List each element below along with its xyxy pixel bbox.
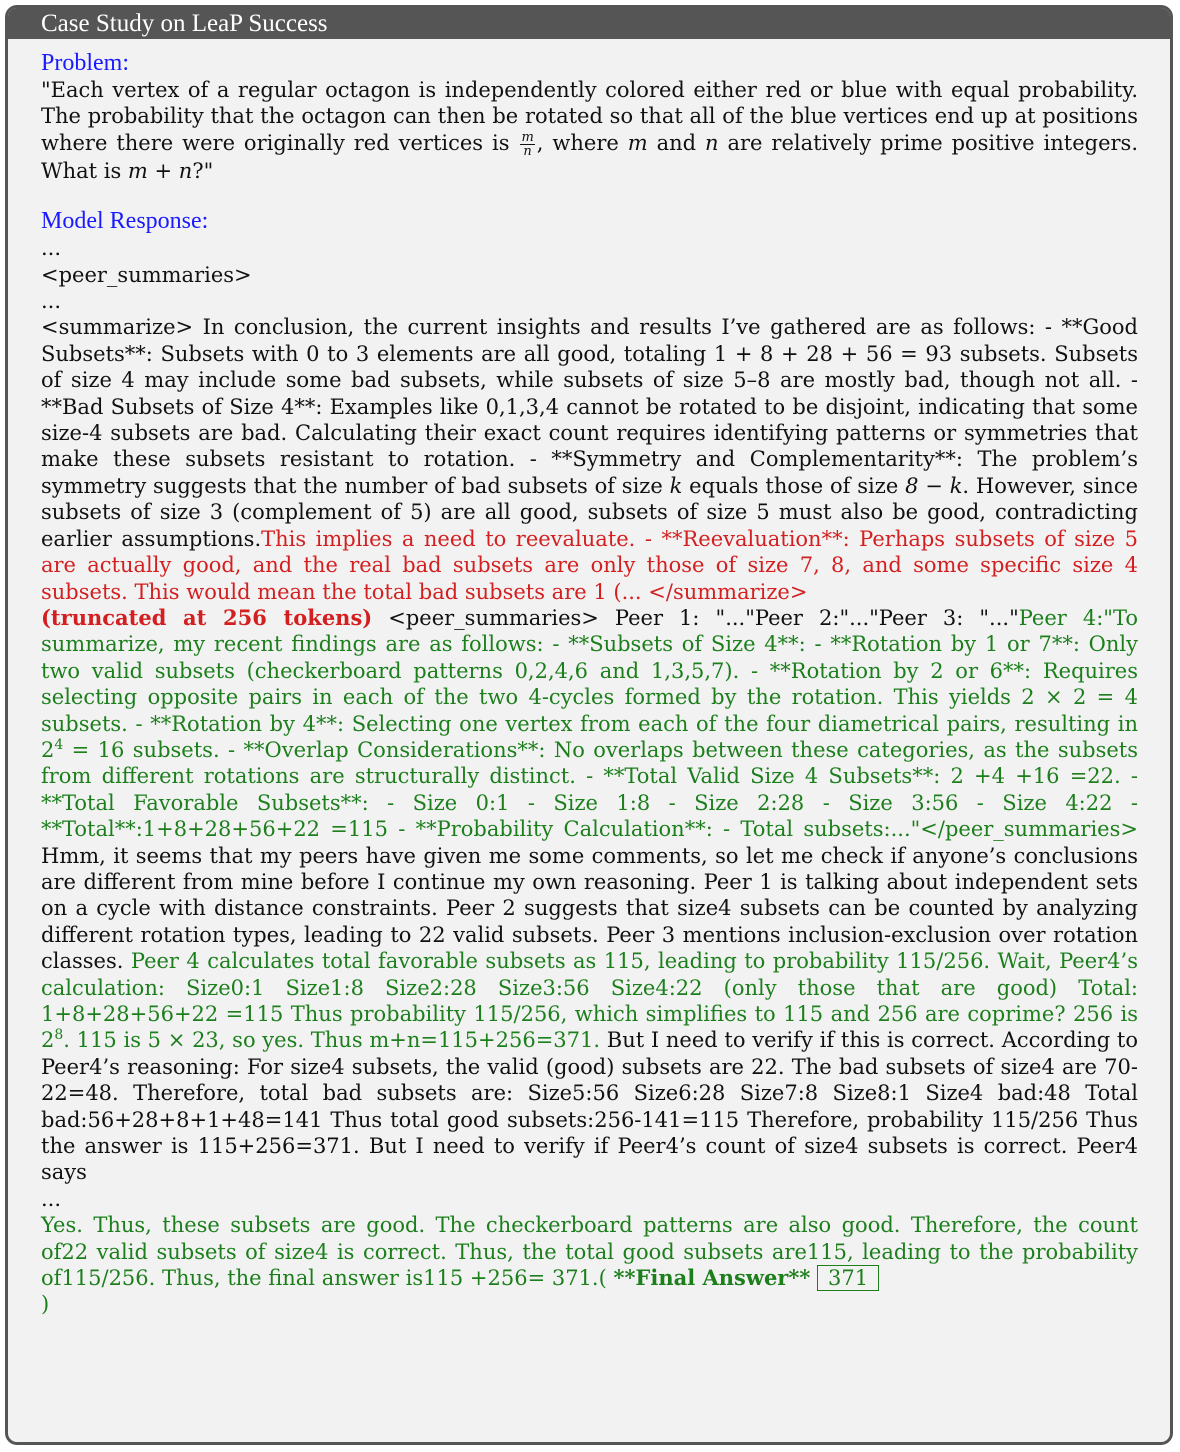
superscript-8: 8 — [54, 1027, 64, 1044]
problem-text-part: "Each vertex of a regular octagon is independently colored either red or blue with equal probability. The probability that the octagon can then be rotated so that all of the blue vertices end up at positions where there were originally red vertices is — [41, 78, 1138, 155]
summary-text: <summarize> In conclusion, the current insights and results I’ve gathered are as follows: - **Good Subsets**: Subsets with 0 to 3 elements are all good, totaling 1 + 8 + 28 + 56 = 93 subsets. Subsets of size 4 may include some bad subsets, while subsets of size 5–8 are mostly bad, though not all. - **Bad Subsets of Size 4**: Examples like 0,1,3,4 cannot be rotated to be disjoint, indicating that some size-4 subsets are bad. Calculating their exact count requires identifying patterns or symmetries that make these subsets resistant to rotation. - **Symmetry and Complementarity**: The problem’s symmetry suggests that the number of bad subsets of size — [41, 315, 1138, 498]
frac-numerator: m — [521, 129, 534, 145]
math-m: m — [627, 130, 648, 155]
frac-denominator: n — [523, 143, 532, 159]
peer4-check-text: Peer 4 calculates total favorable subsets as 115, leading to probability 115/256. Wait, Peer4’s calculation: Size0:1 Size1:8 Size2:28 Size3:56 Size4:22 (only those that are good) Total: 1+8+28+56+22 =115 Thus probability 115/256, which simplifies to 115 and 256 are coprime? 256 is 2 — [41, 949, 1138, 1053]
problem-text-part: are relatively prime positive integers. What is — [41, 130, 1139, 183]
final-answer-label: **Final Answer** — [613, 1265, 811, 1291]
ellipsis-line: ... — [41, 236, 62, 261]
closing-paren: ) — [41, 1292, 50, 1317]
box-content — [8, 39, 1170, 1318]
verification-text: But I need to verify if this is correct. According to Peer4’s reasoning: For size4 subsets, the valid (good) subsets are 22. The bad subsets of size4 are 70-22=48. Therefore, total bad subsets are: Size5:56 Size6:28 Size7:8 Size8:1 Size4 bad:48 Total bad:56+28+8+1+48=141 Thus total good subsets:256-141=115 Therefore, probability 115/256 Thus the answer is 115+256=371. But I need to verify if Peer4’s count of size4 subsets is correct. Peer4 says — [41, 1028, 1138, 1185]
problem-text — [41, 77, 1138, 184]
highlight-red-text: This implies a need to reevaluate. - **Reevaluation**: Perhaps subsets of size 5 are actually good, and the real bad subsets are only those of size 7, 8, and some specific size 4 subsets. This would mean the total bad subsets are 1 (... </summarize> — [41, 526, 1138, 604]
ellipsis-line: ... — [41, 1186, 62, 1211]
conclusion-text: Yes. Thus, these subsets are good. The checkerboard patterns are also good. Therefore, the count of22 valid subsets of size4 is correct. Thus, the total good subsets are115, leading to the probability of115/256. Thus, the final answer is115 +256= 371.( — [41, 1213, 1138, 1291]
peer4-check-text: . 115 is 5 × 23, so yes. Thus m+n=115+256=371. — [63, 1028, 601, 1053]
problem-text-part: , where — [536, 130, 628, 155]
superscript-4: 4 — [54, 736, 64, 753]
truncation-note: (truncated at 256 tokens) — [41, 604, 373, 630]
problem-text-part: ?" — [192, 158, 214, 183]
summary-text: . However, since subsets of size 3 (complement of 5) are all good, subsets of size 5 must also be good, contradicting earlier assumptions. — [41, 473, 1139, 551]
box-title: Case Study on LeaP Success — [8, 8, 1170, 39]
ellipsis-line: ... — [41, 289, 62, 314]
problem-text-part: and — [647, 130, 706, 155]
peer-summaries-tag: <peer_summaries> — [41, 262, 252, 287]
response-body — [41, 314, 1138, 1185]
peer4-summary-text: = 16 subsets. - **Overlap Considerations**: No overlaps between these categories, as the subsets from different rotations are structurally distinct. - **Total Valid Size 4 Subsets**: 2 +4 +16 =22. - **Total Favorable Subsets**: - Size 0:1 - Size 1:8 - Size 2:28 - Size 3:56 - Size 4:22 - **Total**:1+8+28+56+22 =115 - **Probability Calculation**: - Total subsets:..."</peer_summaries> — [41, 737, 1138, 842]
math-k: k — [669, 473, 683, 498]
math-n: n — [705, 130, 719, 155]
response-label: Model Response: — [41, 208, 209, 235]
summary-text: equals those of size — [682, 473, 906, 498]
math-8-minus-k: 8 − k — [905, 473, 963, 498]
final-answer-paragraph — [41, 1212, 1138, 1318]
problem-label: Problem: — [41, 50, 129, 76]
final-answer-box: 371 — [817, 1265, 879, 1291]
peer4-summary-text: Peer 4:"To summarize, my recent findings are as follows: - **Subsets of Size 4**: - **Rotation by 1 or 7**: Only two valid subsets (checkerboard patterns 0,2,4,6 and 1,3,5,7). - **Rotation by 2 or 6**: Requires selecting opposite pairs in each of the two 4-cycles formed by the rotation. This yields 2 × 2 = 4 subsets. - **Rotation by 4**: Selecting one vertex from each of the four diametrical pairs, resulting in 2 — [41, 605, 1138, 762]
peer-summaries-text: <peer_summaries> Peer 1: "..."Peer 2:"..."Peer 3: "..." — [372, 605, 1019, 630]
math-m-plus-n: m + n — [127, 158, 193, 183]
fraction-m-over-n — [520, 131, 534, 158]
case-study-box — [5, 5, 1173, 1445]
reasoning-text: Hmm, it seems that my peers have given me some comments, so let me check if anyone’s conclusions are different from mine before I continue my own reasoning. Peer 1 is talking about independent sets on a cycle with distance constraints. Peer 2 suggests that size4 subsets can be counted by analyzing different rotation types, leading to 22 valid subsets. Peer 3 mentions inclusion-exclusion over rotation classes. — [41, 843, 1138, 974]
